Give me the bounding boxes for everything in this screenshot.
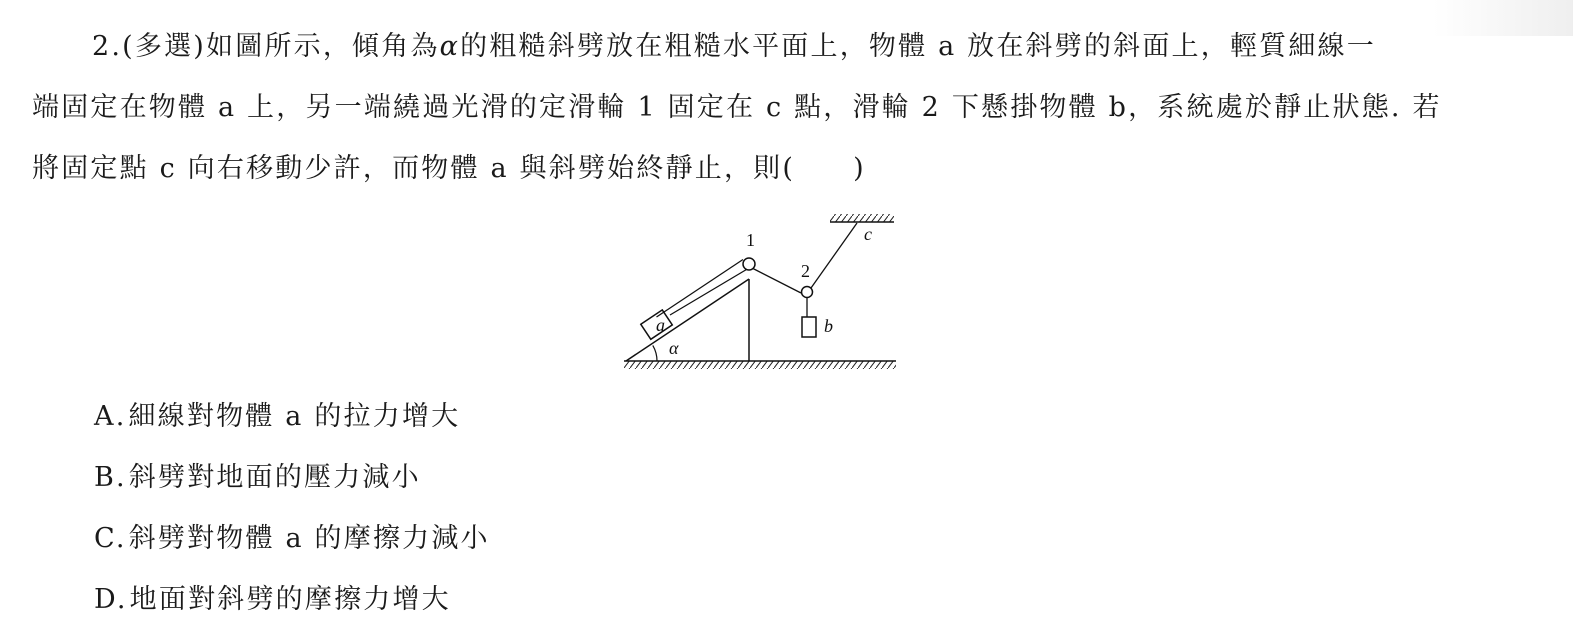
pulley-2 — [802, 287, 813, 318]
question-line-1-tail: 的粗糙斜劈放在粗糙水平面上，物體 a 放在斜劈的斜面上，輕質細線一 — [460, 31, 1376, 62]
option-d-text: 地面對斜劈的摩擦力增大 — [129, 584, 451, 615]
question-line-2: 端固定在物體 a 上，另一端繞過光滑的定滑輪 1 固定在 c 點，滑輪 2 下懸掛物體 b，系統處於靜止狀態. 若 — [32, 92, 1442, 123]
ground — [624, 361, 896, 369]
label-a: a — [656, 315, 665, 335]
question-line-3 — [32, 152, 866, 186]
question-line-1 — [92, 30, 1376, 64]
label-b: b — [824, 316, 833, 336]
label-pulley-1: 1 — [746, 230, 755, 250]
label-pulley-2: 2 — [801, 261, 810, 281]
question-line-3-text: 將固定點 c 向右移動少許，而物體 a 與斜劈始終靜止，則( — [32, 153, 796, 184]
question-number: 2. — [92, 31, 123, 62]
option-b[interactable] — [94, 461, 421, 495]
option-c-text: 斜劈對物體 a 的摩擦力減小 — [128, 523, 490, 554]
label-alpha: α — [669, 338, 679, 358]
physics-diagram — [618, 208, 903, 380]
question-tag: (多選) — [122, 31, 207, 62]
option-c-letter: C. — [94, 523, 127, 554]
pulley-1 — [743, 258, 755, 270]
option-a-letter: A. — [94, 401, 127, 432]
question-line-3-close: ) — [853, 153, 866, 184]
option-d[interactable] — [94, 583, 451, 617]
page-corner-shadow — [1433, 0, 1573, 36]
option-a[interactable] — [94, 400, 460, 434]
option-a-text: 細線對物體 a 的拉力增大 — [128, 401, 461, 432]
rope — [657, 223, 858, 317]
label-c: c — [864, 224, 872, 244]
block-b — [802, 317, 816, 337]
question-line-1-text: 如圖所示，傾角為 — [206, 31, 440, 62]
option-c[interactable] — [94, 522, 490, 556]
ceiling — [830, 214, 894, 222]
option-d-letter: D. — [94, 584, 128, 615]
inclined-wedge — [626, 279, 749, 361]
alpha-symbol: α — [439, 31, 461, 62]
option-b-text: 斜劈對地面的壓力減小 — [128, 462, 421, 493]
option-b-letter: B. — [94, 462, 127, 493]
